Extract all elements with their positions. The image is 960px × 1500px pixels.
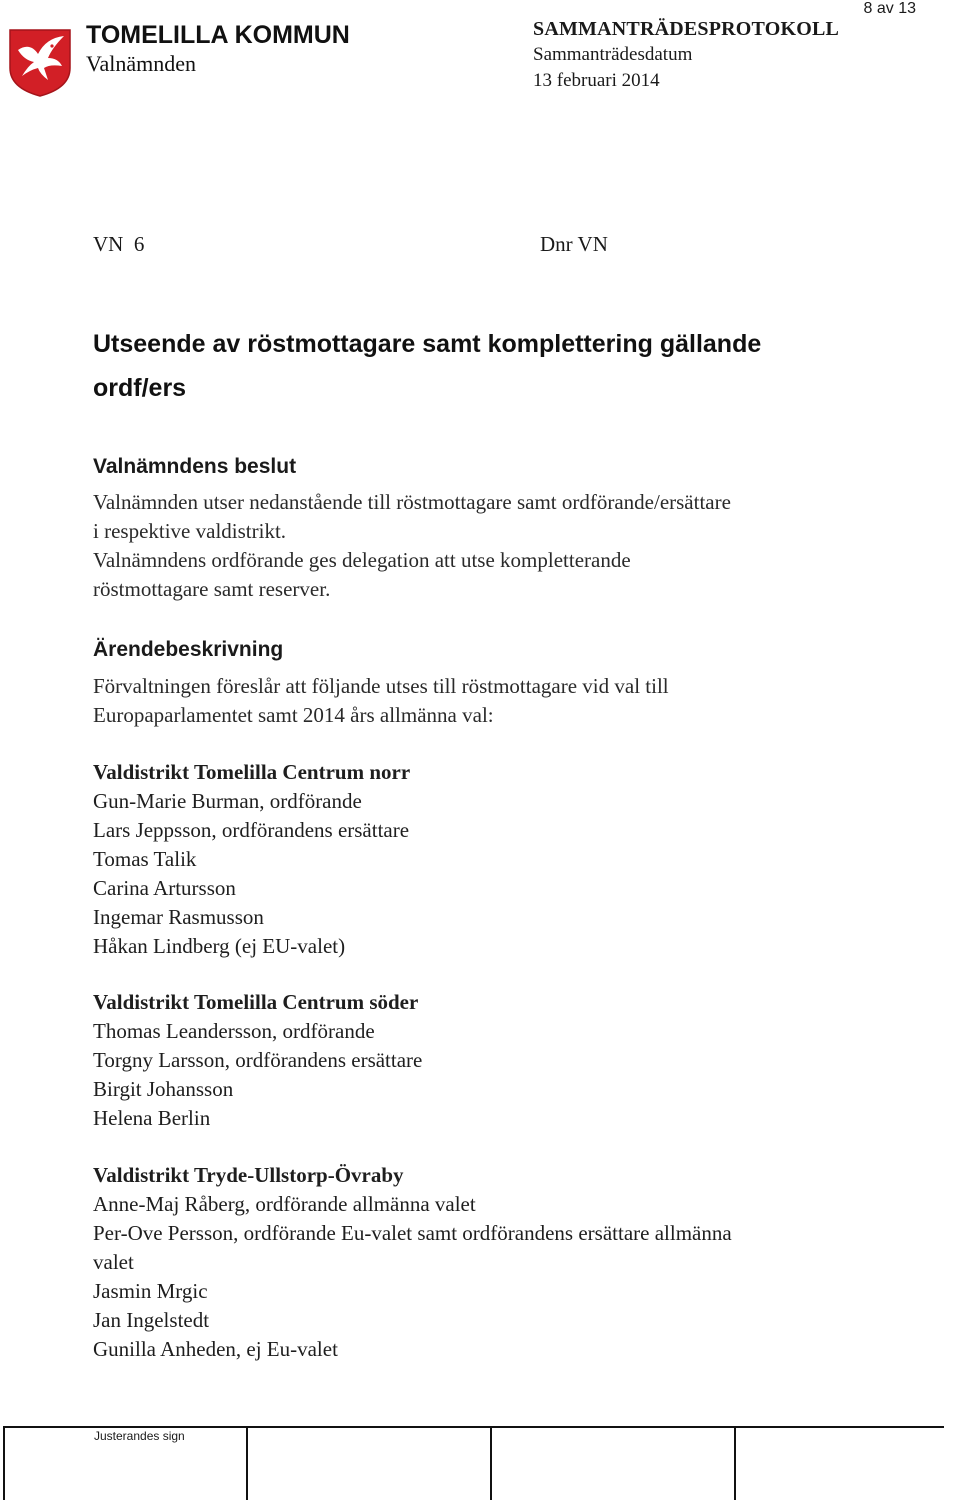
district-block <box>93 988 893 1133</box>
member-line: Jasmin Mrgic <box>93 1279 208 1303</box>
member-line: Per-Ove Persson, ordförande Eu-valet samt ordförandens ersättare allmänna <box>93 1221 732 1245</box>
meeting-date: 13 februari 2014 <box>533 70 660 91</box>
description-text <box>93 672 893 730</box>
text-line: Valnämndens ordförande ges delegation att utse kompletterande <box>93 548 631 572</box>
committee-name: Valnämnden <box>86 51 196 76</box>
date-label: Sammanträdesdatum <box>533 44 693 65</box>
footer-cell-divider <box>246 1427 248 1500</box>
member-line: Gunilla Anheden, ej Eu-valet <box>93 1337 338 1361</box>
member-line: Birgit Johansson <box>93 1077 234 1101</box>
district-block <box>93 758 893 961</box>
member-line: valet <box>93 1250 134 1274</box>
text-line: Valnämnden utser nedanstående till röstmottagare samt ordförande/ersättare <box>93 490 731 514</box>
footer-cell-divider <box>734 1427 736 1500</box>
member-line: Helena Berlin <box>93 1106 211 1130</box>
text-line: Förvaltningen föreslår att följande utses till röstmottagare vid val till <box>93 674 669 698</box>
text-line: Europaparlamentet samt 2014 års allmänna val: <box>93 703 494 727</box>
signature-label: Justerandes sign <box>94 1429 185 1443</box>
org-name: TOMELILLA KOMMUN <box>86 21 350 49</box>
text-line: i respektive valdistrikt. <box>93 519 287 543</box>
section-reference: VN 6 <box>93 232 145 256</box>
text-line: röstmottagare samt reserver. <box>93 577 331 601</box>
member-line: Ingemar Rasmusson <box>93 905 264 929</box>
footer-divider-line <box>3 1426 944 1428</box>
decision-heading: Valnämndens beslut <box>93 455 297 478</box>
decision-text <box>93 488 893 604</box>
member-line: Lars Jeppsson, ordförandens ersättare <box>93 818 410 842</box>
member-line: Tomas Talik <box>93 847 197 871</box>
title-line: Utseende av röstmottagare samt komplettering gällande <box>93 330 762 358</box>
protocol-title: SAMMANTRÄDESPROTOKOLL <box>533 18 840 40</box>
member-line: Håkan Lindberg (ej EU-valet) <box>93 934 346 958</box>
diary-number: Dnr VN <box>540 232 608 256</box>
district-title: Valdistrikt Tomelilla Centrum norr <box>93 760 411 784</box>
municipal-crest-bird-icon <box>8 28 72 98</box>
footer-cell-divider <box>3 1427 5 1500</box>
description-heading: Ärendebeskrivning <box>93 638 284 661</box>
title-line: ordf/ers <box>93 374 187 402</box>
district-block <box>93 1161 893 1364</box>
district-title: Valdistrikt Tryde-Ullstorp-Övraby <box>93 1163 404 1187</box>
page-number: 8 av 13 <box>863 0 916 17</box>
member-line: Gun-Marie Burman, ordförande <box>93 789 362 813</box>
page-title <box>93 322 893 410</box>
member-line: Thomas Leandersson, ordförande <box>93 1019 375 1043</box>
member-line: Carina Artursson <box>93 876 236 900</box>
footer-cell-divider <box>490 1427 492 1500</box>
member-line: Jan Ingelstedt <box>93 1308 210 1332</box>
member-line: Anne-Maj Råberg, ordförande allmänna valet <box>93 1192 476 1216</box>
district-title: Valdistrikt Tomelilla Centrum söder <box>93 990 419 1014</box>
member-line: Torgny Larsson, ordförandens ersättare <box>93 1048 423 1072</box>
